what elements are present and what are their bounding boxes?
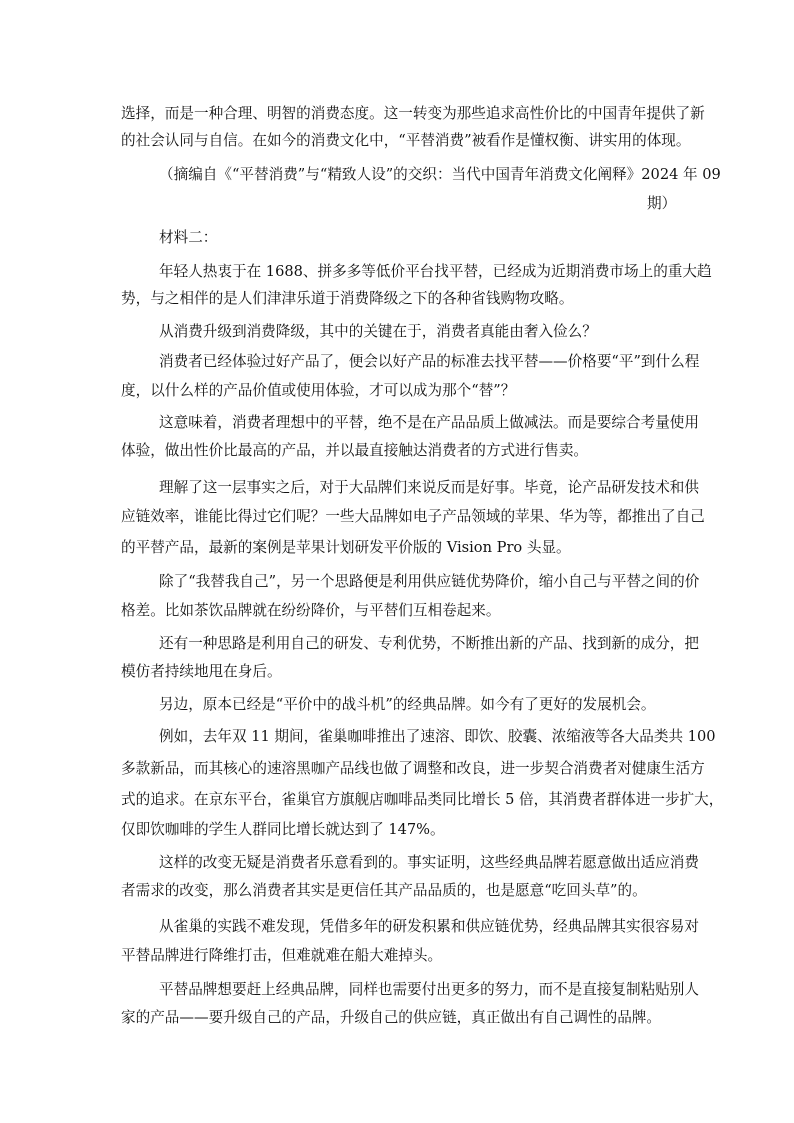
text-line: 体验，做出性价比最高的产品，并以最直接触达消费者的方式进行售卖。: [121, 442, 589, 459]
source-citation-end: 期）: [647, 195, 677, 212]
text-line: 应链效率，谁能比得过它们呢？一些大品牌如电子产品领域的苹果、华为等，都推出了自己: [121, 508, 705, 525]
text-line: 度，以什么样的产品价值或使用体验，才可以成为那个“替”？: [121, 382, 516, 399]
text-line: 除了“我替我自己”，另一个思路便是利用供应链优势降价，缩小自己与平替之间的价: [159, 573, 700, 590]
text-line: 例如，去年双 11 期间，雀巢咖啡推出了速溶、即饮、胶囊、浓缩液等各大品类共 100: [159, 728, 716, 745]
text-line: 这意味着，消费者理想中的平替，绝不是在产品品质上做减法。而是要综合考量使用: [159, 414, 699, 431]
text-line: 从雀巢的实践不难发现，凭借多年的研发积累和供应链优势，经典品牌其实很容易对: [159, 918, 699, 935]
text-line: 格差。比如茶饮品牌就在纷纷降价，与平替们互相卷起来。: [121, 602, 501, 619]
text-line: 从消费升级到消费降级，其中的关键在于，消费者真能由奢入俭么？: [159, 323, 597, 340]
text-line: 这样的改变无疑是消费者乐意看到的。事实证明，这些经典品牌若愿意做出适应消费: [159, 854, 699, 871]
text-line: 平替品牌想要赶上经典品牌，同样也需要付出更多的努力，而不是直接复制粘贴别人: [159, 981, 699, 998]
text-line: 者需求的改变，那么消费者其实是更信任其产品品质的，也是愿意“吃回头草”的。: [121, 882, 647, 899]
text-line: 家的产品——要升级自己的产品，升级自己的供应链，真正做出有自己调性的品牌。: [121, 1009, 661, 1026]
text-line: 的社会认同与自信。在如今的消费文化中，“平替消费”被看作是懂权衡、讲实用的体现。: [121, 132, 691, 149]
text-line: 年轻人热衷于在 1688、拼多多等低价平台找平替，已经成为近期消费市场上的重大趋: [159, 263, 712, 280]
text-line: 消费者已经体验过好产品了，便会以好产品的标准去找平替——价格要“平”到什么程: [159, 353, 700, 370]
text-line: 理解了这一层事实之后，对于大品牌们来说反而是好事。毕竟，论产品研发技术和供: [159, 479, 699, 496]
text-line: 模仿者持续地甩在身后。: [121, 663, 282, 680]
text-line: 式的追求。在京东平台，雀巢官方旗舰店咖啡品类同比增长 5 倍，其消费者群体进一步扩大，: [121, 791, 724, 808]
text-line: 多款新品，而其核心的速溶黑咖产品线也做了调整和改良，进一步契合消费者对健康生活方: [121, 760, 705, 777]
text-line: 选择，而是一种合理、明智的消费态度。这一转变为那些追求高性价比的中国青年提供了新: [121, 105, 705, 122]
text-line: 势，与之相伴的是人们津津乐道于消费降级之下的各种省钱购物攻略。: [121, 290, 574, 307]
source-citation: （摘编自《“平替消费”与“精致人设”的交织：当代中国青年消费文化阐释》2024 年 09: [159, 166, 721, 183]
text-line: 另边，原本已经是“平价中的战斗机”的经典品牌。如今有了更好的发展机会。: [159, 696, 656, 713]
text-line: 仅即饮咖啡的学生人群同比增长就达到了 147%。: [121, 821, 445, 838]
text-line: 还有一种思路是利用自己的研发、专利优势，不断推出新的产品、找到新的成分，把: [159, 635, 699, 652]
text-line: 的平替产品，最新的案例是苹果计划研发平价版的 Vision Pro 头显。: [121, 539, 571, 556]
material-heading: 材料二：: [159, 229, 218, 246]
text-line: 平替品牌进行降维打击，但难就难在船大难掉头。: [121, 947, 443, 964]
